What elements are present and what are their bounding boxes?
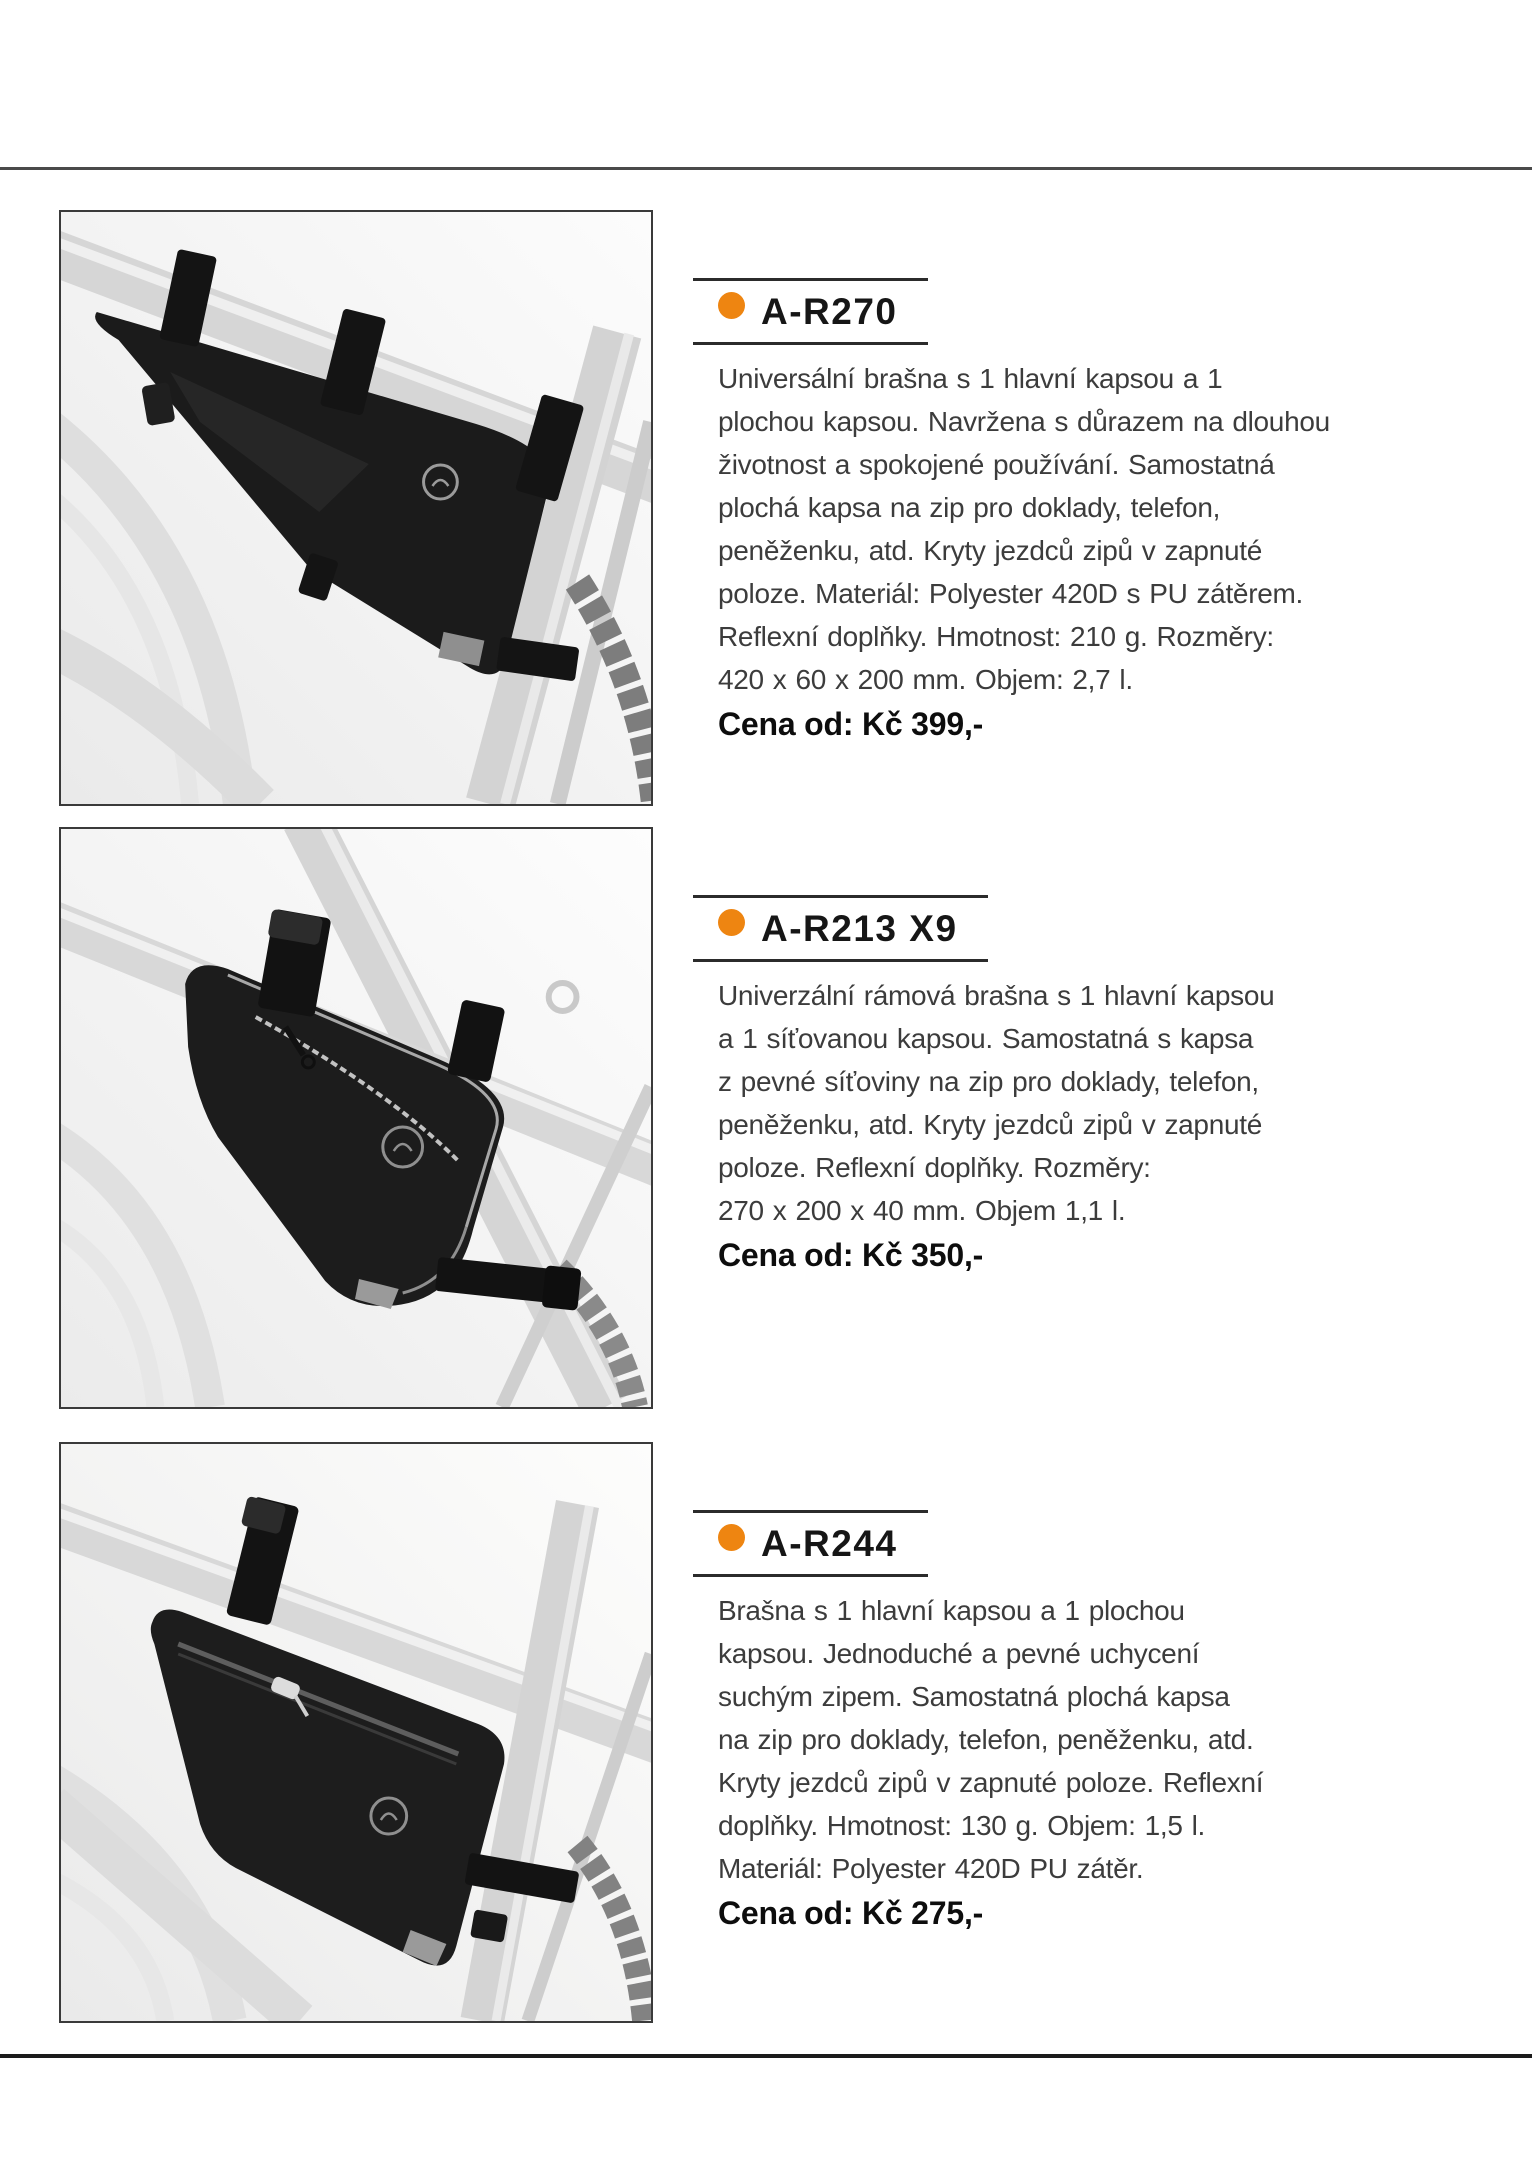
description-line: Materiál: Polyester 420D PU zátěr.: [718, 1853, 1144, 1884]
orange-bullet-icon: [718, 292, 745, 319]
description-line: 420 x 60 x 200 mm. Objem: 2,7 l.: [718, 664, 1133, 695]
description-line: Kryty jezdců zipů v zapnuté poloze. Reflexní: [718, 1767, 1264, 1798]
product-description: [718, 974, 1378, 1232]
description-line: z pevné síťoviny na zip pro doklady, telefon,: [718, 1066, 1259, 1097]
product-header: [693, 895, 988, 962]
description-line: Brašna s 1 hlavní kapsou a 1 plochou: [718, 1595, 1185, 1626]
product-card-a-r213-x9: [0, 827, 1532, 1409]
product-title: A-R270: [761, 290, 898, 332]
description-line: životnost a spokojené používání. Samostatná: [718, 449, 1275, 480]
description-line: a 1 síťovanou kapsou. Samostatná s kapsa: [718, 1023, 1254, 1054]
orange-bullet-icon: [718, 1524, 745, 1551]
product-description: [718, 357, 1378, 701]
product-description: [718, 1589, 1378, 1890]
product-info: [718, 827, 1378, 1278]
description-line: poloze. Reflexní doplňky. Rozměry:: [718, 1152, 1151, 1183]
frame-bag-illustration: [61, 1444, 651, 2021]
product-photo: [59, 827, 653, 1409]
product-price: Cena od: Kč 399,-: [718, 706, 984, 742]
description-line: Universální brašna s 1 hlavní kapsou a 1: [718, 363, 1223, 394]
description-line: Univerzální rámová brašna s 1 hlavní kapsou: [718, 980, 1275, 1011]
description-line: suchým zipem. Samostatná plochá kapsa: [718, 1681, 1230, 1712]
description-line: poloze. Materiál: Polyester 420D s PU zátěrem.: [718, 578, 1304, 609]
product-card-a-r270: [0, 210, 1532, 806]
top-divider: [0, 167, 1532, 170]
product-price: Cena od: Kč 275,-: [718, 1895, 984, 1931]
description-line: plochou kapsou. Navržena s důrazem na dlouhou: [718, 406, 1330, 437]
product-header: [693, 278, 928, 345]
product-info: [718, 1442, 1378, 1936]
bottom-divider: [0, 2054, 1532, 2058]
product-header: [693, 1510, 928, 1577]
orange-bullet-icon: [718, 909, 745, 936]
frame-bag-illustration: [61, 829, 651, 1407]
product-photo: [59, 210, 653, 806]
description-line: 270 x 200 x 40 mm. Objem 1,1 l.: [718, 1195, 1126, 1226]
description-line: Reflexní doplňky. Hmotnost: 210 g. Rozměry:: [718, 621, 1274, 652]
description-line: kapsou. Jednoduché a pevné uchycení: [718, 1638, 1200, 1669]
frame-bag-illustration: [61, 212, 651, 804]
product-title: A-R244: [761, 1522, 898, 1564]
description-line: na zip pro doklady, telefon, peněženku, atd.: [718, 1724, 1254, 1755]
product-title: A-R213 X9: [761, 907, 958, 949]
description-line: peněženku, atd. Kryty jezdců zipů v zapnuté: [718, 535, 1262, 566]
description-line: doplňky. Hmotnost: 130 g. Objem: 1,5 l.: [718, 1810, 1206, 1841]
product-photo: [59, 1442, 653, 2023]
description-line: plochá kapsa na zip pro doklady, telefon,: [718, 492, 1221, 523]
product-card-a-r244: [0, 1442, 1532, 2023]
product-info: [718, 210, 1378, 747]
product-price: Cena od: Kč 350,-: [718, 1237, 984, 1273]
description-line: peněženku, atd. Kryty jezdců zipů v zapnuté: [718, 1109, 1262, 1140]
